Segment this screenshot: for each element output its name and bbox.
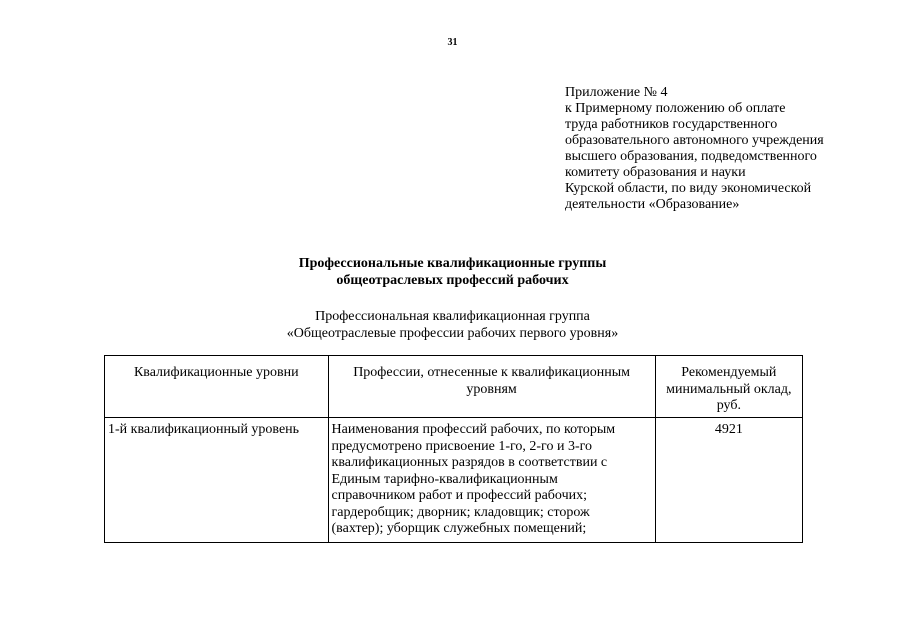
group-subtitle [0,308,905,342]
header-level [105,356,329,418]
header-salary [655,356,802,418]
qualification-table [104,355,803,543]
description-line: квалификационных разрядов в соответствии с [331,455,608,470]
page-number: 31 [447,37,458,48]
description-line: справочником работ и профессий рабочих; [331,488,587,503]
appendix-line: высшего образования, подведомственного [565,149,817,164]
header-salary-line: минимальный оклад, [666,381,792,397]
appendix-line: образовательного автономного учреждения [565,133,824,148]
title-line: общеотраслевых профессий рабочих [336,273,569,288]
table-row [105,418,803,543]
appendix-line: деятельности «Образование» [565,197,740,212]
appendix-line: труда работников государственного [565,117,778,132]
title-line: Профессиональные квалификационные группы [298,256,607,271]
row-salary [655,418,802,543]
row-level-label: 1-й квалификационный уровень [108,422,300,437]
row-description [328,418,655,543]
document-title [0,255,905,289]
appendix-line: Курской области, по виду экономической [565,181,812,196]
appendix-line: к Примерному положению об оплате [565,101,786,116]
appendix-note [565,85,865,213]
description-line: Единым тарифно-квалификационным [331,471,558,487]
row-salary-value: 4921 [714,422,743,437]
header-level-label: Квалификационные уровни [133,365,299,380]
table-header-row [105,356,803,418]
header-professions-line: уровням [466,381,517,397]
description-line: Наименования профессий рабочих, по которым [331,422,616,437]
description-line: (вахтер); уборщик служебных помещений; [331,521,587,536]
header-salary-line: Рекомендуемый [681,365,777,380]
appendix-line: комитету образования и науки [565,165,746,180]
header-salary-line: руб. [716,398,741,413]
description-line: предусмотрено присвоение 1-го, 2-го и 3-го [331,438,592,454]
description-line: гардеробщик; дворник; кладовщик; сторож [331,504,590,520]
row-level [105,418,329,543]
subtitle-line: «Общеотраслевые профессии рабочих первого уровня» [286,326,619,341]
appendix-line: Приложение № 4 [565,85,668,100]
subtitle-line: Профессиональная квалификационная группа [315,309,590,324]
header-professions-line: Профессии, отнесенные к квалификационным [353,365,630,380]
header-professions [328,356,655,418]
